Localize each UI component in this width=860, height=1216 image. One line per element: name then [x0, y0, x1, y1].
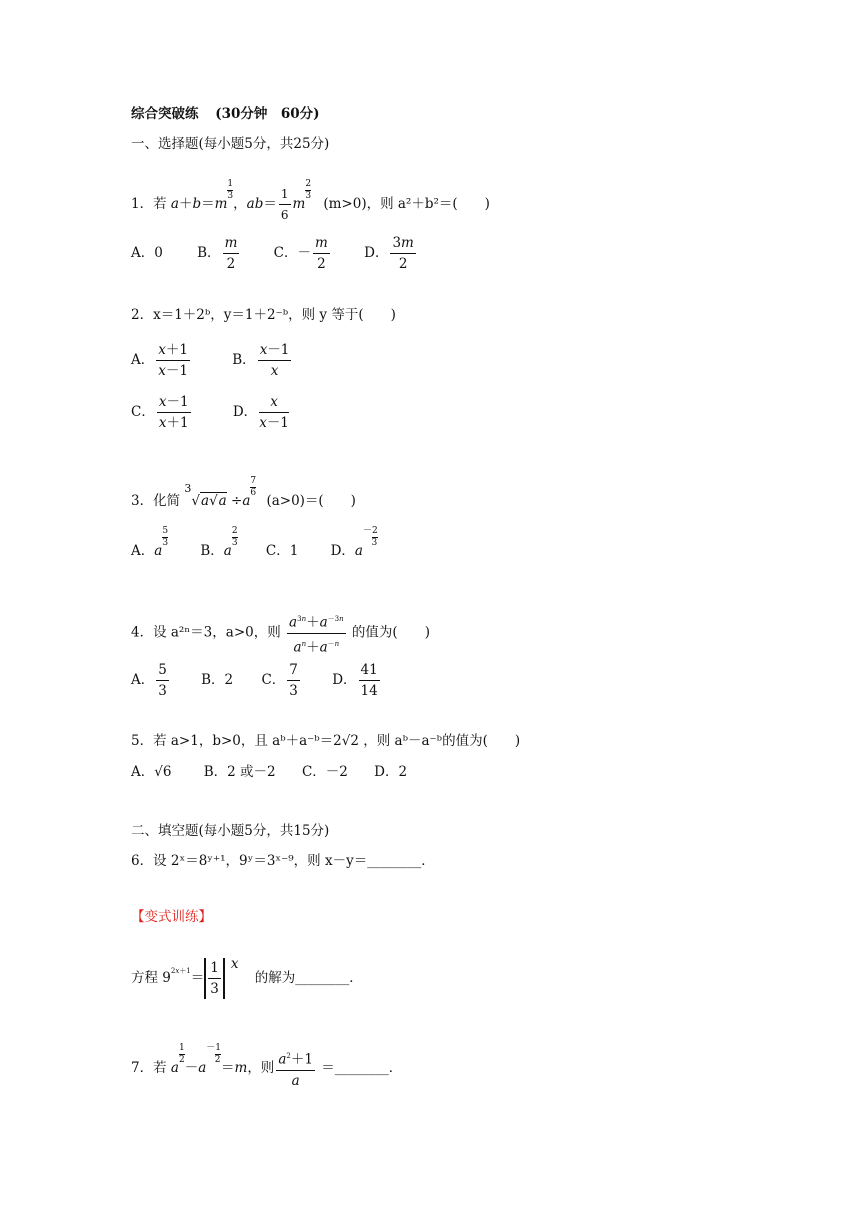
q3-options: [131, 526, 378, 563]
header-subtitle: (30分钟 60分): [215, 106, 320, 122]
q7-stem: 7．若: [131, 1059, 167, 1076]
variant-training-label: 【变式训练】: [131, 909, 212, 925]
question-6: 6．设 2ˣ＝8ʸ⁺¹，9ʸ＝3ˣ⁻⁹，则 x－y＝________．: [131, 853, 435, 869]
q7-expression: a $\frac{1}{2}$ －a－1 2 ＝m，则 $\frac{a^2+1}{a}$: [170, 1042, 313, 1089]
q3-option-b[interactable]: B．a $\frac{2}{3}$: [200, 526, 238, 559]
q7-tail: ＝________．: [321, 1059, 403, 1076]
q3-expression: $^3$√a√a ÷a $\frac{7}{6}$: [184, 476, 257, 509]
q2-option-d[interactable]: D． $\frac{x}{x-1}$: [232, 394, 289, 431]
section-header: [131, 108, 320, 122]
question-2: 2．x＝1＋2ᵇ，y＝1＋2⁻ᵇ，则 y 等于( ): [131, 307, 396, 323]
q1-number: 1．若: [131, 196, 167, 212]
q1-option-a[interactable]: A．0: [131, 245, 163, 261]
q4-options: [131, 660, 382, 701]
q3-option-a[interactable]: A．a $\frac{5}{3}$: [131, 526, 169, 559]
variant-tail: 的解为________．: [254, 970, 363, 986]
q1-condition: (m>0)，则 a²＋b²＝( ): [323, 196, 490, 212]
q4-option-c[interactable]: C． $\frac{7}{3}$: [261, 662, 298, 699]
q2-option-b[interactable]: B． $\frac{x-1}{x}$: [232, 342, 290, 379]
question-7: [131, 1042, 403, 1091]
q1-option-c[interactable]: C．－ $\frac{m}{2}$: [273, 235, 328, 272]
header-title: 综合突破练: [131, 106, 199, 122]
q3-condition: (a>0)＝( ): [266, 493, 356, 509]
q4-fraction: $\frac{a^{3n}+a^{-3n}}{a^n+a^{-n}}$: [287, 609, 346, 657]
q2-option-c[interactable]: C． $\frac{x-1}{x+1}$: [131, 394, 189, 431]
q1-options: [131, 233, 418, 274]
q3-option-d[interactable]: D．a－2 3: [330, 526, 378, 559]
q2-option-a[interactable]: A． $\frac{x+1}{x-1}$: [131, 342, 188, 379]
q5-option-d[interactable]: D．2: [374, 764, 408, 780]
q1-expression: a＋b＝m $\frac{1}{3}$ ，ab＝ $\frac{1}{6}$ m $\frac{2}{3}$: [170, 179, 312, 222]
section-title-fill: 二、填空题(每小题5分，共15分): [131, 823, 330, 839]
q5-options: [131, 766, 407, 780]
q1-option-b[interactable]: B． $\frac{m}{2}$: [197, 235, 238, 272]
q2-options-row1: [131, 340, 293, 381]
q4-option-d[interactable]: D． $\frac{41}{14}$: [332, 662, 378, 699]
q3-stem: 3．化简: [131, 493, 181, 509]
variant-expression: $9^{2x+1}=$ $\frac{1}{3}$ x: [162, 956, 239, 997]
question-3: [131, 476, 356, 513]
section-title-choice: 一、选择题(每小题5分，共25分): [131, 136, 330, 152]
q5-option-c[interactable]: C．－2: [301, 764, 348, 780]
q4-tail: 的值为( ): [351, 624, 430, 641]
q3-option-c[interactable]: C．1: [265, 543, 299, 559]
question-4: [131, 609, 430, 657]
variant-question: [131, 958, 363, 999]
question-1: [131, 179, 490, 225]
q4-option-b[interactable]: B．2: [201, 672, 234, 688]
q5-option-b[interactable]: B．2 或－2: [203, 764, 276, 780]
q4-option-a[interactable]: A． $\frac{5}{3}$: [131, 662, 167, 699]
q4-stem: 4．设 a²ⁿ＝3，a>0，则: [131, 624, 281, 641]
question-5: 5．若 a>1，b>0，且 aᵇ＋a⁻ᵇ＝2√2 ，则 aᵇ－a⁻ᵇ的值为( ): [131, 733, 521, 749]
q5-option-a[interactable]: A．√6: [131, 764, 172, 780]
variant-stem: 方程: [131, 970, 158, 986]
q2-options-row2: [131, 392, 291, 433]
q1-option-d[interactable]: D． $\frac{3m}{2}$: [364, 235, 414, 272]
